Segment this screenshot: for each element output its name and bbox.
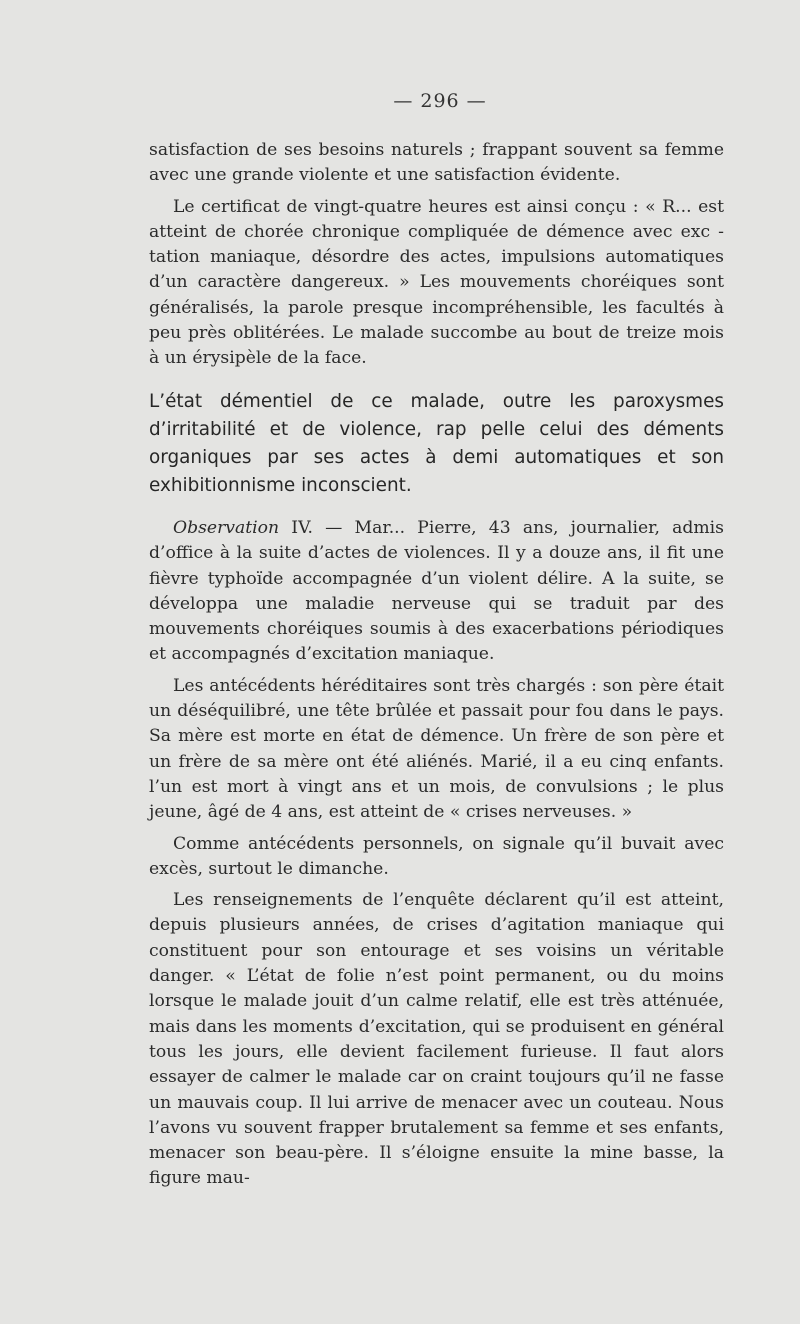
text-section-2 — [149, 388, 724, 506]
observation-label: Observation — [173, 518, 280, 538]
text-section-1 — [149, 138, 724, 378]
paragraph: Comme antécédents personnels, on signale qu’il buvait avec excès, surtout le dimanche. — [149, 833, 724, 879]
page-number: — 296 — — [393, 90, 487, 112]
paragraph: L’état démentiel de ce malade, outre les paroxysmes d’irritabilité et de violence, rap pelle celui des déments organiques par ses actes à demi automatiques et son exhibitionnisme inconscient. — [149, 391, 724, 496]
observation-paragraph — [149, 516, 724, 668]
text-section-3 — [149, 516, 724, 1198]
paragraph: Les renseignements de l’enquête déclarent qu’il est atteint, depuis plusieurs années, de crises d’agitation maniaque qui constituent pour son entourage et ses voisins un véritable danger. « L’état de folie n’est point permanent, ou du moins lorsque le malade jouit d’un calme relatif, elle est très atténuée, mais dans les moments d’excitation, qui se produisent en général tous les jours, elle devient facilement furieuse. Il faut alors essayer de calmer le malade car on craint toujours qu’il ne fasse un mauvais coup. Il lui arrive de menacer avec un couteau. Nous l’avons vu souvent frapper brutalement sa femme et ses enfants, menacer son beau-père. Il s’éloigne ensuite la mine basse, la figure mau- — [149, 890, 724, 1189]
paragraph: Les antécédents héréditaires sont très chargés : son père était un déséquilibré, une tête brûlée et passait pour fou dans le pays. Sa mère est morte en état de démence. Un frère de son père et un frère de sa mère ont été aliénés. Marié, il a eu cinq enfants. l’un est mort à vingt ans et un mois, de convulsions ; le plus jeune, âgé de 4 ans, est atteint de « crises nerveuses. » — [149, 675, 724, 823]
observation-text: IV. — Mar... Pierre, 43 ans, journalier, admis d’office à la suite d’actes de violences. Il y a douze ans, il fit une fièvre typhoïde accompagnée d’un violent délire. A la suite, se développa une maladie nerveuse qui se traduit par des mouvements choréiques soumis à des exacerbations périodiques et accompagnés d’excitation maniaque. — [149, 518, 724, 665]
paragraph: Le certificat de vingt-quatre heures est ainsi conçu : « R... est atteint de chorée chronique compliquée de démence avec exc - tation maniaque, désordre des actes, impulsions automatiques d’un caractère dangereux. » Les mouvements choréiques sont généralisés, la parole presque incompréhensible, les facultés à peu près oblitérées. Le malade succombe au bout de treize mois à un érysipèle de la face. — [149, 196, 724, 369]
paragraph: satisfaction de ses besoins naturels ; frappant souvent sa femme avec une grande violente et une satisfaction évidente. — [149, 140, 724, 186]
